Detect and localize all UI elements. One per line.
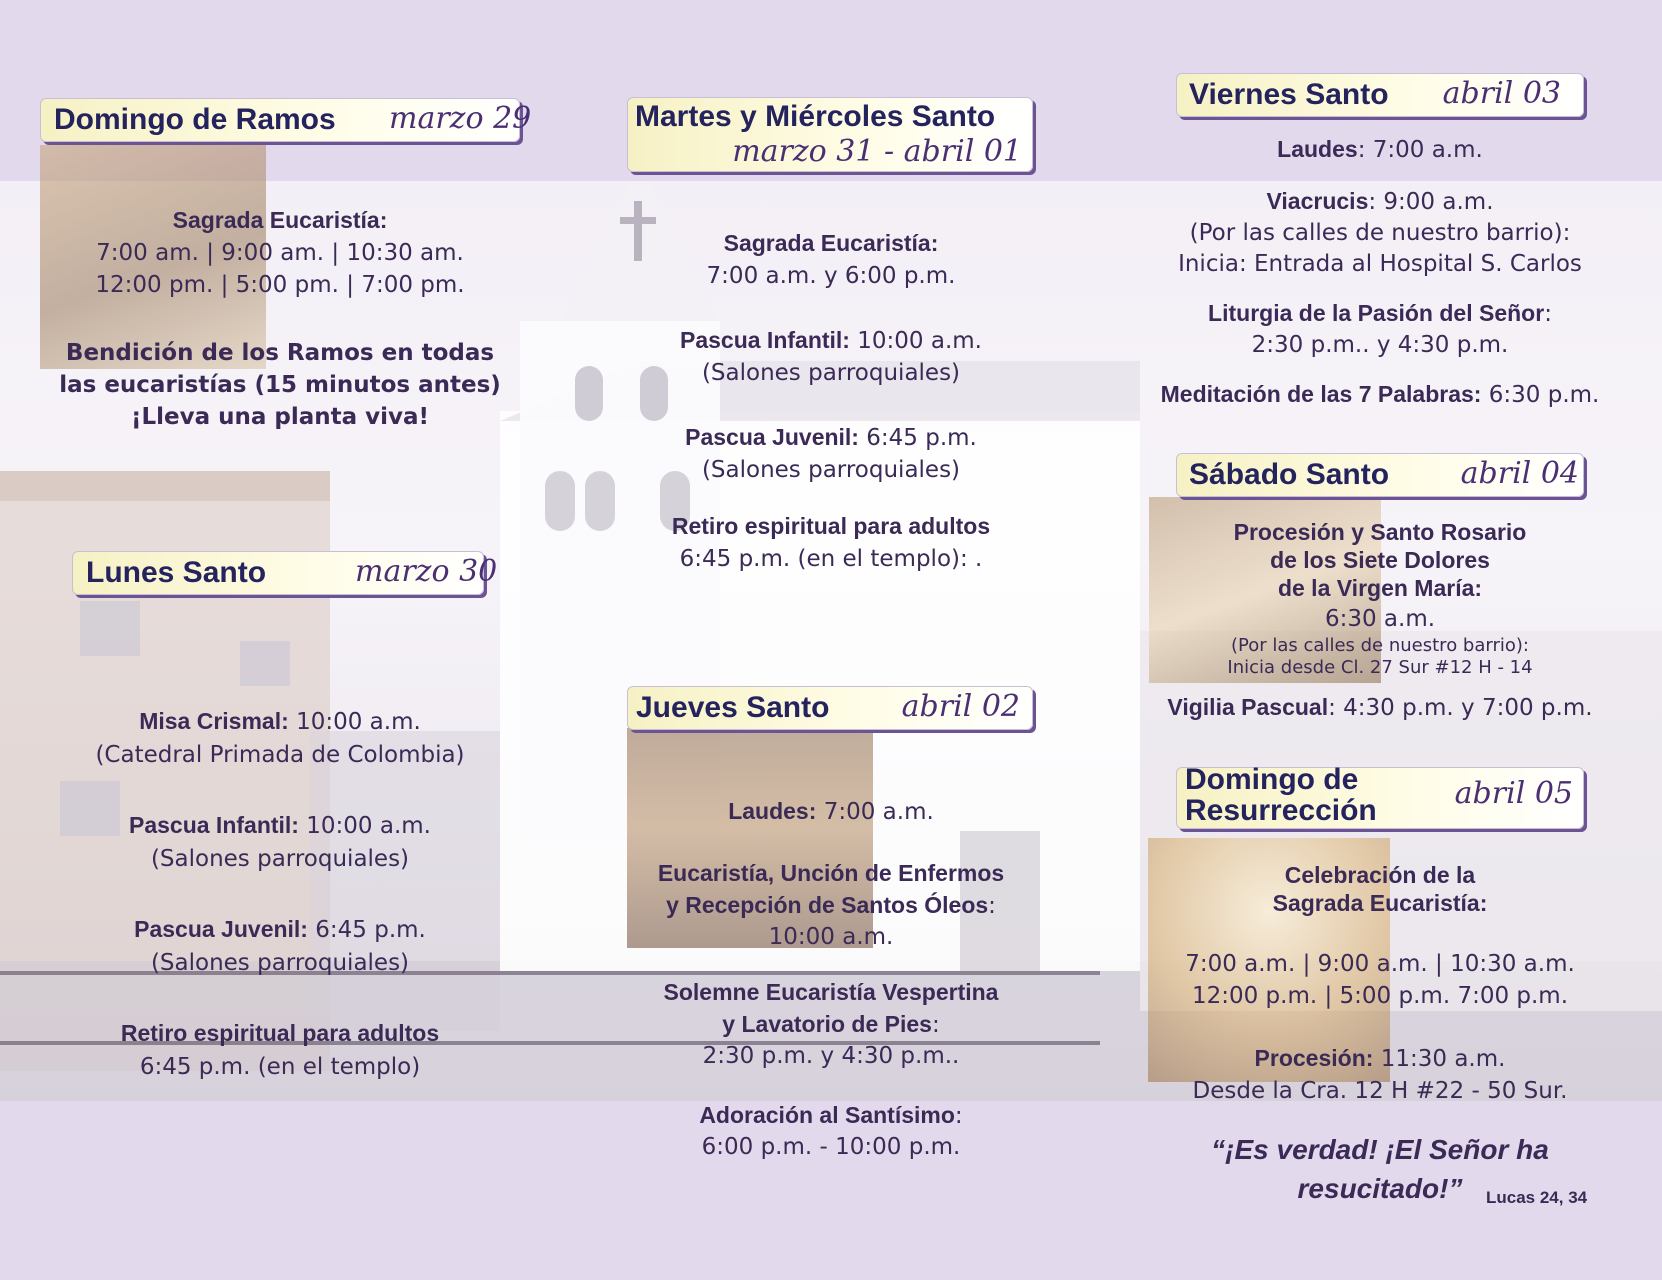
uncion-line2: y Recepción de Santos Óleos [666, 892, 989, 918]
quote-line1: “¡Es verdad! ¡El Señor ha [1211, 1134, 1549, 1165]
domingo-resurreccion-schedule [1130, 862, 1630, 1107]
pascua-juvenil-place: (Salones parroquiales) [701, 457, 961, 483]
procesion-route: (Por las calles de nuestro barrio): [1231, 635, 1529, 656]
retiro-label: Retiro espiritual para adultos [120, 1020, 440, 1046]
misa-crismal-label: Misa Crismal: [139, 708, 289, 734]
section-title-line2: Resurrección [1185, 794, 1377, 827]
adoracion-label: Adoración al Santísimo [699, 1102, 955, 1128]
lunes-santo-schedule [40, 705, 520, 1084]
vigilia-time: : 4:30 p.m. y 7:00 p.m. [1328, 695, 1593, 721]
section-date: abril 02 [901, 689, 1020, 724]
section-title: Domingo de Ramos [54, 103, 336, 136]
pascua-infantil-time: 10:00 a.m. [298, 813, 431, 839]
procesion-line3: de la Virgen María: [1277, 575, 1483, 601]
section-title: Lunes Santo [86, 556, 267, 589]
procesion-line2: de los Siete Dolores [1270, 547, 1490, 573]
retiro-label: Retiro espiritual para adultos [671, 513, 991, 539]
viacrucis-label: Viacrucis [1266, 188, 1369, 214]
header-martes-miercoles-santo [627, 97, 1033, 172]
retiro-time: 6:45 p.m. (en el templo): . [679, 546, 983, 572]
vigilia-label: Vigilia Pascual [1167, 694, 1329, 720]
meditacion-time: 6:30 p.m. [1481, 382, 1600, 408]
header-jueves-santo [627, 686, 1033, 730]
procesion-line1: Procesión y Santo Rosario [1233, 519, 1527, 545]
viernes-santo-schedule [1130, 134, 1630, 411]
procesion-label: Procesión: [1254, 1045, 1374, 1071]
procesion-place: Desde la Cra. 12 H #22 - 50 Sur. [1192, 1078, 1568, 1104]
liturgia-label: Liturgia de la Pasión del Señor [1208, 300, 1545, 326]
section-title: Viernes Santo [1189, 78, 1389, 111]
martes-miercoles-schedule [600, 227, 1062, 575]
laudes-time: : 7:00 a.m. [1357, 137, 1483, 163]
laudes-label: Laudes [1277, 136, 1358, 162]
pascua-juvenil-label: Pascua Juvenil: [685, 424, 859, 450]
vespertina-line2: y Lavatorio de Pies [722, 1011, 932, 1037]
vespertina-colon: : [931, 1012, 940, 1038]
section-title: Sábado Santo [1189, 458, 1390, 491]
uncion-time: 10:00 a.m. [768, 924, 894, 950]
viacrucis-time: : 9:00 a.m. [1368, 189, 1494, 215]
bendicion-line3: ¡Lleva una planta viva! [130, 404, 430, 430]
vespertina-line1: Solemne Eucaristía Vespertina [663, 979, 999, 1005]
adoracion-time: 6:00 p.m. - 10:00 p.m. [701, 1134, 961, 1160]
section-title: Martes y Miércoles Santo [635, 100, 996, 133]
procesion-time: 6:30 a.m. [1324, 606, 1436, 632]
adoracion-colon: : [954, 1103, 963, 1129]
pascua-juvenil-label: Pascua Juvenil: [134, 916, 308, 942]
section-date: marzo 29 [389, 101, 532, 136]
section-date: marzo 30 [355, 554, 498, 589]
section-date: abril 03 [1442, 76, 1561, 111]
pascua-infantil-label: Pascua Infantil: [128, 812, 299, 838]
pascua-infantil-label: Pascua Infantil: [679, 327, 850, 353]
viacrucis-start: Inicia: Entrada al Hospital S. Carlos [1178, 251, 1582, 277]
mass-times-line1: 7:00 a.m. | 9:00 a.m. | 10:30 a.m. [1185, 951, 1575, 977]
celebracion-line1: Celebración de la [1284, 862, 1476, 888]
liturgia-colon: : [1544, 301, 1552, 327]
section-date: abril 04 [1460, 456, 1579, 491]
header-lunes-santo [72, 551, 498, 595]
header-domingo-resurreccion [1176, 763, 1584, 829]
mass-times-line2: 12:00 pm. | 5:00 pm. | 7:00 pm. [95, 272, 465, 298]
misa-crismal-time: 10:00 a.m. [288, 709, 421, 735]
procesion-start: Inicia desde Cl. 27 Sur #12 H - 14 [1227, 657, 1533, 678]
meditacion-label: Meditación de las 7 Palabras: [1160, 381, 1482, 407]
eucaristia-label: Sagrada Eucaristía: [172, 207, 388, 233]
uncion-colon: : [988, 893, 996, 919]
pascua-juvenil-time: 6:45 p.m. [858, 425, 977, 451]
eucaristia-label: Sagrada Eucaristía: [723, 230, 939, 256]
celebracion-line2: Sagrada Eucaristía: [1272, 890, 1488, 916]
section-date: abril 05 [1454, 776, 1573, 811]
pascua-juvenil-time: 6:45 p.m. [307, 917, 426, 943]
quote-reference: Lucas 24, 34 [1486, 1188, 1588, 1207]
jueves-santo-schedule [600, 796, 1062, 1163]
eucaristia-time: 7:00 a.m. y 6:00 p.m. [706, 263, 956, 289]
misa-crismal-place: (Catedral Primada de Colombia) [95, 742, 465, 768]
viacrucis-route: (Por las calles de nuestro barrio): [1189, 220, 1571, 246]
laudes-time: 7:00 a.m. [816, 799, 934, 825]
liturgia-time: 2:30 p.m.. y 4:30 p.m. [1251, 332, 1509, 358]
bendicion-line1: Bendición de los Ramos en todas [65, 340, 495, 366]
quote-line2: resucitado!” [1297, 1173, 1463, 1204]
section-date: marzo 31 - abril 01 [732, 134, 1022, 169]
vespertina-time: 2:30 p.m. y 4:30 p.m.. [702, 1043, 960, 1069]
uncion-line1: Eucaristía, Unción de Enfermos [657, 860, 1005, 886]
section-title-line1: Domingo de [1185, 763, 1359, 796]
laudes-label: Laudes: [728, 798, 817, 824]
pascua-infantil-time: 10:00 a.m. [849, 328, 982, 354]
pascua-infantil-place: (Salones parroquiales) [150, 846, 410, 872]
domingo-ramos-schedule [40, 204, 520, 433]
header-sabado-santo [1176, 453, 1584, 497]
mass-times-line1: 7:00 am. | 9:00 am. | 10:30 am. [96, 240, 464, 266]
pascua-infantil-place: (Salones parroquiales) [701, 360, 961, 386]
bendicion-line2: las eucaristías (15 minutos antes) [59, 372, 501, 398]
procesion-time: 11:30 a.m. [1373, 1046, 1506, 1072]
retiro-time: 6:45 p.m. (en el templo) [139, 1054, 421, 1080]
header-domingo-de-ramos [40, 98, 532, 142]
pascua-juvenil-place: (Salones parroquiales) [150, 950, 410, 976]
sabado-santo-schedule [1130, 519, 1630, 724]
mass-times-line2: 12:00 p.m. | 5:00 p.m. 7:00 p.m. [1191, 983, 1569, 1009]
section-title: Jueves Santo [636, 691, 830, 724]
header-viernes-santo [1176, 73, 1584, 117]
